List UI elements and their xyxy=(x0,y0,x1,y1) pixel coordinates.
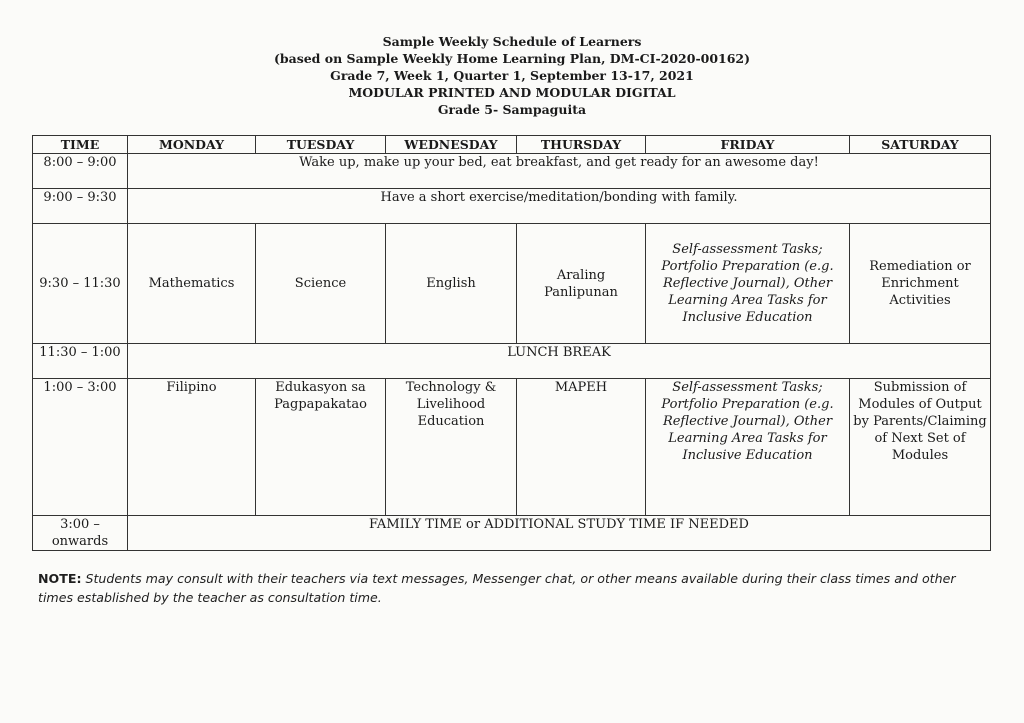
tuesday-cell: Edukasyon sa Pagpapakatao xyxy=(256,379,386,516)
header-row xyxy=(33,136,991,154)
wednesday-cell: English xyxy=(386,224,517,344)
friday-cell: Self-assessment Tasks; Portfolio Preparation (e.g. Reflective Journal), Other Learning Area Tasks for Inclusive Education xyxy=(646,379,850,516)
monday-cell: Mathematics xyxy=(128,224,256,344)
col-header-tuesday: TUESDAY xyxy=(256,136,386,154)
merged-activity-cell: FAMILY TIME or ADDITIONAL STUDY TIME IF NEEDED xyxy=(128,516,991,551)
saturday-cell: Remediation or Enrichment Activities xyxy=(850,224,991,344)
time-cell: 8:00 – 9:00 xyxy=(33,154,128,189)
col-header-thursday: THURSDAY xyxy=(517,136,646,154)
merged-activity-cell: LUNCH BREAK xyxy=(128,344,991,379)
thursday-cell: Araling Panlipunan xyxy=(517,224,646,344)
col-header-saturday: SATURDAY xyxy=(850,136,991,154)
col-header-monday: MONDAY xyxy=(128,136,256,154)
table-row xyxy=(33,516,991,551)
consultation-note xyxy=(38,569,968,607)
subtitle-basis: (based on Sample Weekly Home Learning Plan, DM-CI-2020-00162) xyxy=(273,51,751,66)
friday-cell: Self-assessment Tasks; Portfolio Preparation (e.g. Reflective Journal), Other Learning Area Tasks for Inclusive Education xyxy=(646,224,850,344)
saturday-cell: Submission of Modules of Output by Parents/Claiming of Next Set of Modules xyxy=(850,379,991,516)
document-header xyxy=(0,33,1024,118)
table-row xyxy=(33,189,991,224)
weekly-schedule-table xyxy=(32,135,991,551)
time-cell: 11:30 – 1:00 xyxy=(33,344,128,379)
merged-activity-cell: Have a short exercise/meditation/bonding with family. xyxy=(128,189,991,224)
time-cell: 9:00 – 9:30 xyxy=(33,189,128,224)
time-cell: 9:30 – 11:30 xyxy=(33,224,128,344)
col-header-wednesday: WEDNESDAY xyxy=(386,136,517,154)
subtitle-grade-week: Grade 7, Week 1, Quarter 1, September 13-17, 2021 xyxy=(330,68,694,83)
wednesday-cell: Technology & Livelihood Education xyxy=(386,379,517,516)
table-row xyxy=(33,344,991,379)
table-row xyxy=(33,379,991,516)
subtitle-section: Grade 5- Sampaguita xyxy=(437,102,587,117)
table-row xyxy=(33,224,991,344)
merged-activity-cell: Wake up, make up your bed, eat breakfast, and get ready for an awesome day! xyxy=(128,154,991,189)
note-label: NOTE: xyxy=(38,571,82,586)
table-row xyxy=(33,154,991,189)
time-cell: 3:00 – onwards xyxy=(33,516,128,551)
col-header-time: TIME xyxy=(33,136,128,154)
tuesday-cell: Science xyxy=(256,224,386,344)
col-header-friday: FRIDAY xyxy=(646,136,850,154)
time-cell: 1:00 – 3:00 xyxy=(33,379,128,516)
note-text: Students may consult with their teachers via text messages, Messenger chat, or other means available during their class times and other times established by the teacher as consultation time. xyxy=(38,571,956,605)
thursday-cell: MAPEH xyxy=(517,379,646,516)
subtitle-modality: MODULAR PRINTED AND MODULAR DIGITAL xyxy=(348,85,676,100)
monday-cell: Filipino xyxy=(128,379,256,516)
title: Sample Weekly Schedule of Learners xyxy=(382,34,642,49)
